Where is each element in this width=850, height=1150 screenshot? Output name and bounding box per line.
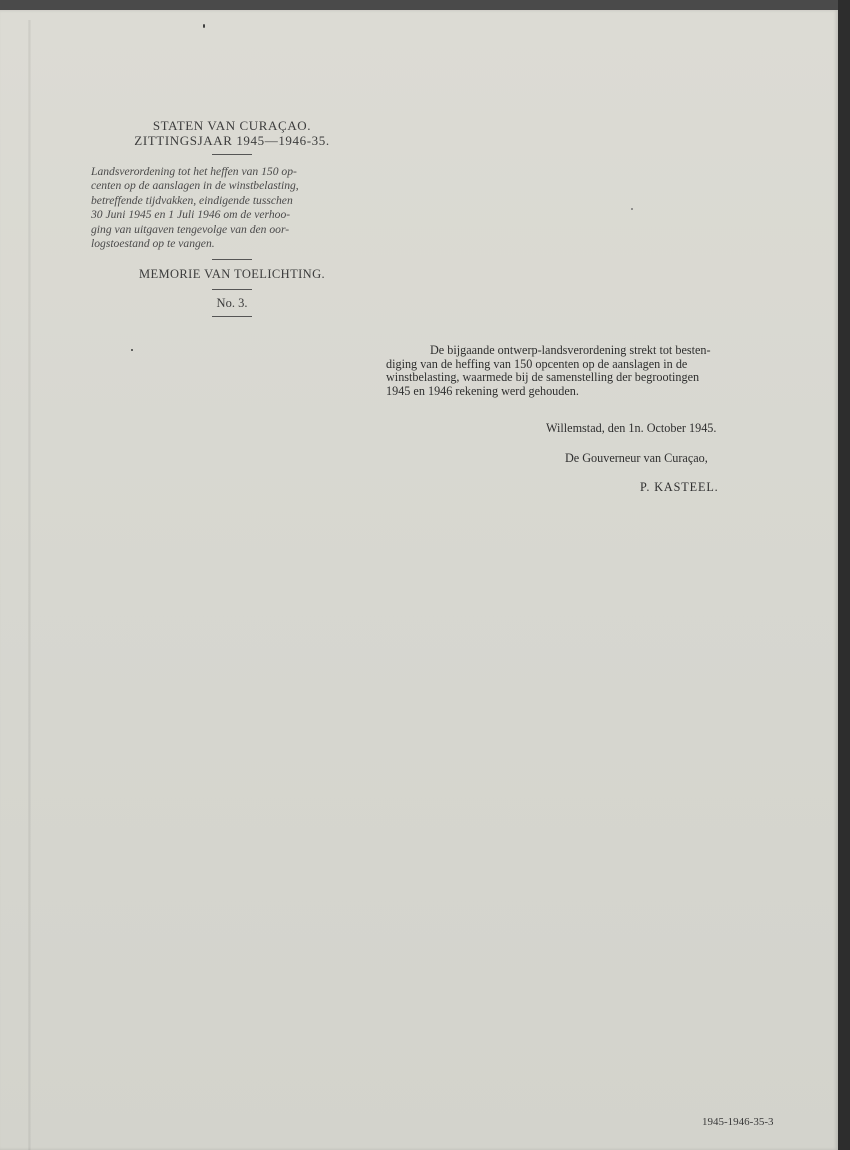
document-code: 1945-1946-35-3 [702, 1116, 774, 1128]
signatory-name: P. KASTEEL. [640, 480, 719, 494]
subject-line: ging van uitgaven tengevolge van den oor- [91, 222, 290, 236]
memorie-rule [212, 289, 252, 290]
document-number: No. 3. [216, 296, 248, 311]
body-line: 1945 en 1946 rekening werd gehouden. [386, 383, 579, 398]
number-rule [212, 316, 252, 317]
explanation-paragraph [386, 344, 790, 398]
header-rule [212, 154, 252, 155]
paper-fold-line [28, 20, 31, 1150]
subject-line: 30 Juni 1945 en 1 Juli 1946 om de verhoo- [91, 208, 291, 222]
document-header [86, 118, 378, 323]
assembly-title: STATEN VAN CURAÇAO. [152, 118, 312, 133]
ordinance-subject [91, 165, 378, 251]
body-line: De bijgaande ontwerp-landsverordening strekt tot besten- [430, 343, 711, 357]
subject-line: Landsverordening tot het heffen van 150 op- [91, 165, 297, 178]
subject-rule [212, 259, 252, 260]
subject-line: betreffende tijdvakken, eindigende tusschen [91, 193, 293, 207]
scan-top-edge [0, 0, 850, 10]
memorie-heading: MEMORIE VAN TOELICHTING. [138, 267, 326, 282]
subject-line: logstoestand op te vangen. [91, 237, 215, 251]
paper-speck [203, 24, 205, 28]
body-line: diging van de heffing van 150 opcenten op de aanslagen in de [386, 356, 688, 371]
scan-right-edge [838, 0, 850, 1150]
place-and-date: Willemstad, den 1n. October 1945. [546, 421, 717, 435]
body-line: winstbelasting, waarmede bij de samenstelling der begrootingen [386, 370, 700, 385]
paper-speck [131, 349, 133, 351]
subject-line: centen op de aanslagen in de winstbelasting, [91, 179, 299, 193]
governor-title: De Gouverneur van Curaçao, [565, 451, 708, 465]
paper-speck [631, 208, 633, 210]
session-year: ZITTINGSJAAR 1945—1946-35. [134, 133, 330, 148]
